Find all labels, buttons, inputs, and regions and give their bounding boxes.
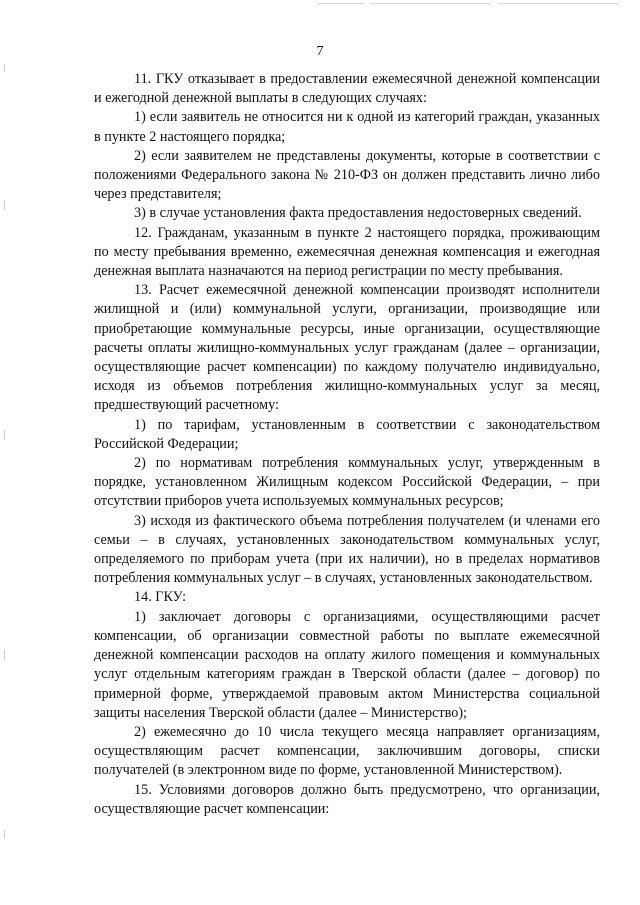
document-body [94,70,600,819]
paragraph-13: 13. Расчет ежемесячной денежной компенсации производят исполнители жилищной и (или) коммунальной услуги, организации, производящие или приобретающие коммунальные ресурсы, иные организации, осуществляющие расчеты оплаты жилищно-коммунальных услуг гражданам (далее – организации, осуществляющие расчет компенсации) по каждому получателю индивидуально, исходя из объемов потребления жилищно-коммунальных услуг за месяц, предшествующий расчетному: [94,282,600,414]
paragraph-14: 14. ГКУ: [134,589,187,606]
scan-artifact [4,650,5,660]
scan-artifact [4,64,5,72]
paragraph-11-item-2: 2) если заявителем не представлены документы, которые в соответствии с положениями Федерального закона № 210-ФЗ он должен представить лично либо через представителя; [94,147,600,203]
paragraph-11-item-1: 1) если заявитель не относится ни к одной из категорий граждан, указанных в пункте 2 настоящего порядка; [94,109,600,145]
paragraph-13-item-1: 1) по тарифам, установленным в соответствии с законодательством Российской Федерации; [94,416,600,452]
scan-artifact [4,830,5,838]
paragraph-11: 11. ГКУ отказывает в предоставлении ежемесячной денежной компенсации и ежегодной денежной выплаты в следующих случаях: [94,71,600,107]
scan-artifact [370,3,490,4]
paragraph-13-item-3: 3) исходя из фактического объема потребления получателем (и членами его семьи – в случаях, установленных законодательством коммунальных услуг, определяемого по приборам учета (при их наличии), но в пределах нормативов потребления коммунальных услуг – в случаях, установленных законодательством. [94,512,600,587]
scan-artifact [498,3,618,4]
paragraph-15: 15. Условиями договоров должно быть предусмотрено, что организации, осуществляющие расчет компенсации: [94,781,600,817]
page-number: 7 [316,44,324,59]
scan-artifact [4,200,5,210]
paragraph-12: 12. Гражданам, указанным в пункте 2 настоящего порядка, проживающим по месту пребывания временно, ежемесячная денежная компенсация и ежегодная денежная выплата назначаются на период регистрации по месту пребывания. [94,224,600,280]
scan-artifact [4,430,5,440]
paragraph-14-item-2: 2) ежемесячно до 10 числа текущего месяца направляет организациям, осуществляющим расчет компенсации, заключившим договоры, списки получателей (в электронном виде по форме, установленной Министерством). [94,723,600,779]
paragraph-11-item-3: 3) в случае установления факта предоставления недостоверных сведений. [134,205,582,222]
paragraph-13-item-2: 2) по нормативам потребления коммунальных услуг, утвержденным в порядке, установленном Жилищным кодексом Российской Федерации, – при отсутствии приборов учета используемых коммунальных ресурсов; [94,455,600,510]
paragraph-14-item-1: 1) заключает договоры с организациями, осуществляющими расчет компенсации, об организации совместной работы по выплате ежемесячной денежной компенсации расходов на оплату жилого помещения и коммунальных услуг отдельным категориям граждан в Тверской области (далее – договор) по примерной форме, утверждаемой правовым актом Министерства социальной защиты населения Тверской области (далее – Министерство); [94,608,600,721]
scan-artifact [318,3,364,4]
